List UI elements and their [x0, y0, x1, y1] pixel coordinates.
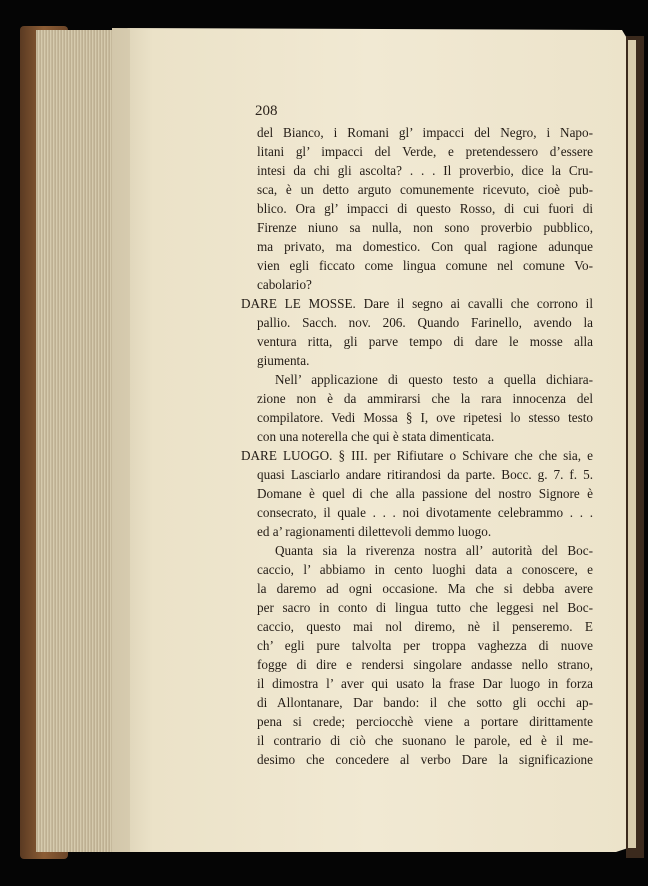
text-line: intesi da chi gli ascolta? . . . Il proverbio, dice la Cru- [257, 163, 593, 178]
text-line: il contrario di ciò che suonano le parole, ed è il me- [257, 733, 593, 748]
text-line: Firenze niuno sa nulla, non sono proverbio pubblico, [257, 220, 593, 235]
text-line: sca, è un detto arguto comunemente ricevuto, cioè pub- [257, 182, 593, 197]
text-line: DARE LUOGO. § III. per Rifiutare o Schivare che che sia, e [241, 448, 593, 463]
text-line: il dimostra l’ aver qui usato la frase Dar luogo in forza [257, 676, 593, 691]
text-line: consecrato, il quale . . . noi divotamente celebrammo . . . [257, 505, 593, 520]
text-line: la daremo ad ogni occasione. Ma che si debba avere [257, 581, 593, 596]
text-line: ventura ritta, gli parve tempo di dare le mosse alla [257, 334, 593, 349]
text-line: di Allontanare, Dar bando: il che sotto gli occhi ap- [257, 695, 593, 710]
text-line: per sacro in conto di lingua tutto che leggesi nel Boc- [257, 600, 593, 615]
text-line: Domane è quel di che alla passione del nostro Signore è [257, 486, 593, 501]
text-line: pallio. Sacch. nov. 206. Quando Farinello, avendo la [257, 315, 593, 330]
right-page-sliver [628, 40, 636, 848]
text-line: quasi Lasciarlo andare ritirandosi da parte. Bocc. g. 7. f. 5. [257, 467, 593, 482]
text-line: giumenta. [257, 353, 310, 368]
text-line: Nell’ applicazione di questo testo a quella dichiara- [275, 372, 593, 387]
text-line: pena si crede; perciocchè viene a portare dirittamente [257, 714, 593, 729]
page-number: 208 [255, 103, 278, 119]
text-line: litani gl’ impacci del Verde, e pretendessero d’essere [257, 144, 593, 159]
text-line: ch’ egli pure talvolta per troppa vaghezza di nuove [257, 638, 593, 653]
gutter-shadow [112, 28, 130, 852]
text-line: caccio, questo mai nol diremo, nè il penseremo. E [257, 619, 593, 634]
text-line: con una noterella che qui è stata dimenticata. [257, 429, 495, 444]
text-line: ed a’ ragionamenti dilettevoli demmo luogo. [257, 524, 492, 539]
text-line: ma privato, ma domestico. Con qual ragione adunque [257, 239, 593, 254]
text-line: del Bianco, i Romani gl’ impacci del Negro, i Napo- [257, 125, 593, 140]
text-line: DARE LE MOSSE. Dare il segno ai cavalli che corrono il [241, 296, 593, 311]
page-edges [36, 30, 116, 852]
text-line: compilatore. Vedi Mossa § I, ove ripetesi lo stesso testo [257, 410, 593, 425]
text-line: zione non è da ammirarsi che la rara innocenza del [257, 391, 593, 406]
text-line: Quanta sia la riverenza nostra all’ autorità del Boc- [275, 543, 593, 558]
text-line: caccio, l’ abbiamo in cento luoghi data a conoscere, e [257, 562, 593, 577]
text-line: desimo che concedere al verbo Dare la significazione [257, 752, 593, 767]
text-line: vien egli ficcato come lingua comune nel comune Vo- [257, 258, 593, 273]
text-line: cabolario? [257, 277, 312, 292]
text-line: fogge di dire e rendersi singolare andasse nello strano, [257, 657, 593, 672]
text-line: blico. Ora gl’ impacci di questo Rosso, di cui fuori di [257, 201, 593, 216]
